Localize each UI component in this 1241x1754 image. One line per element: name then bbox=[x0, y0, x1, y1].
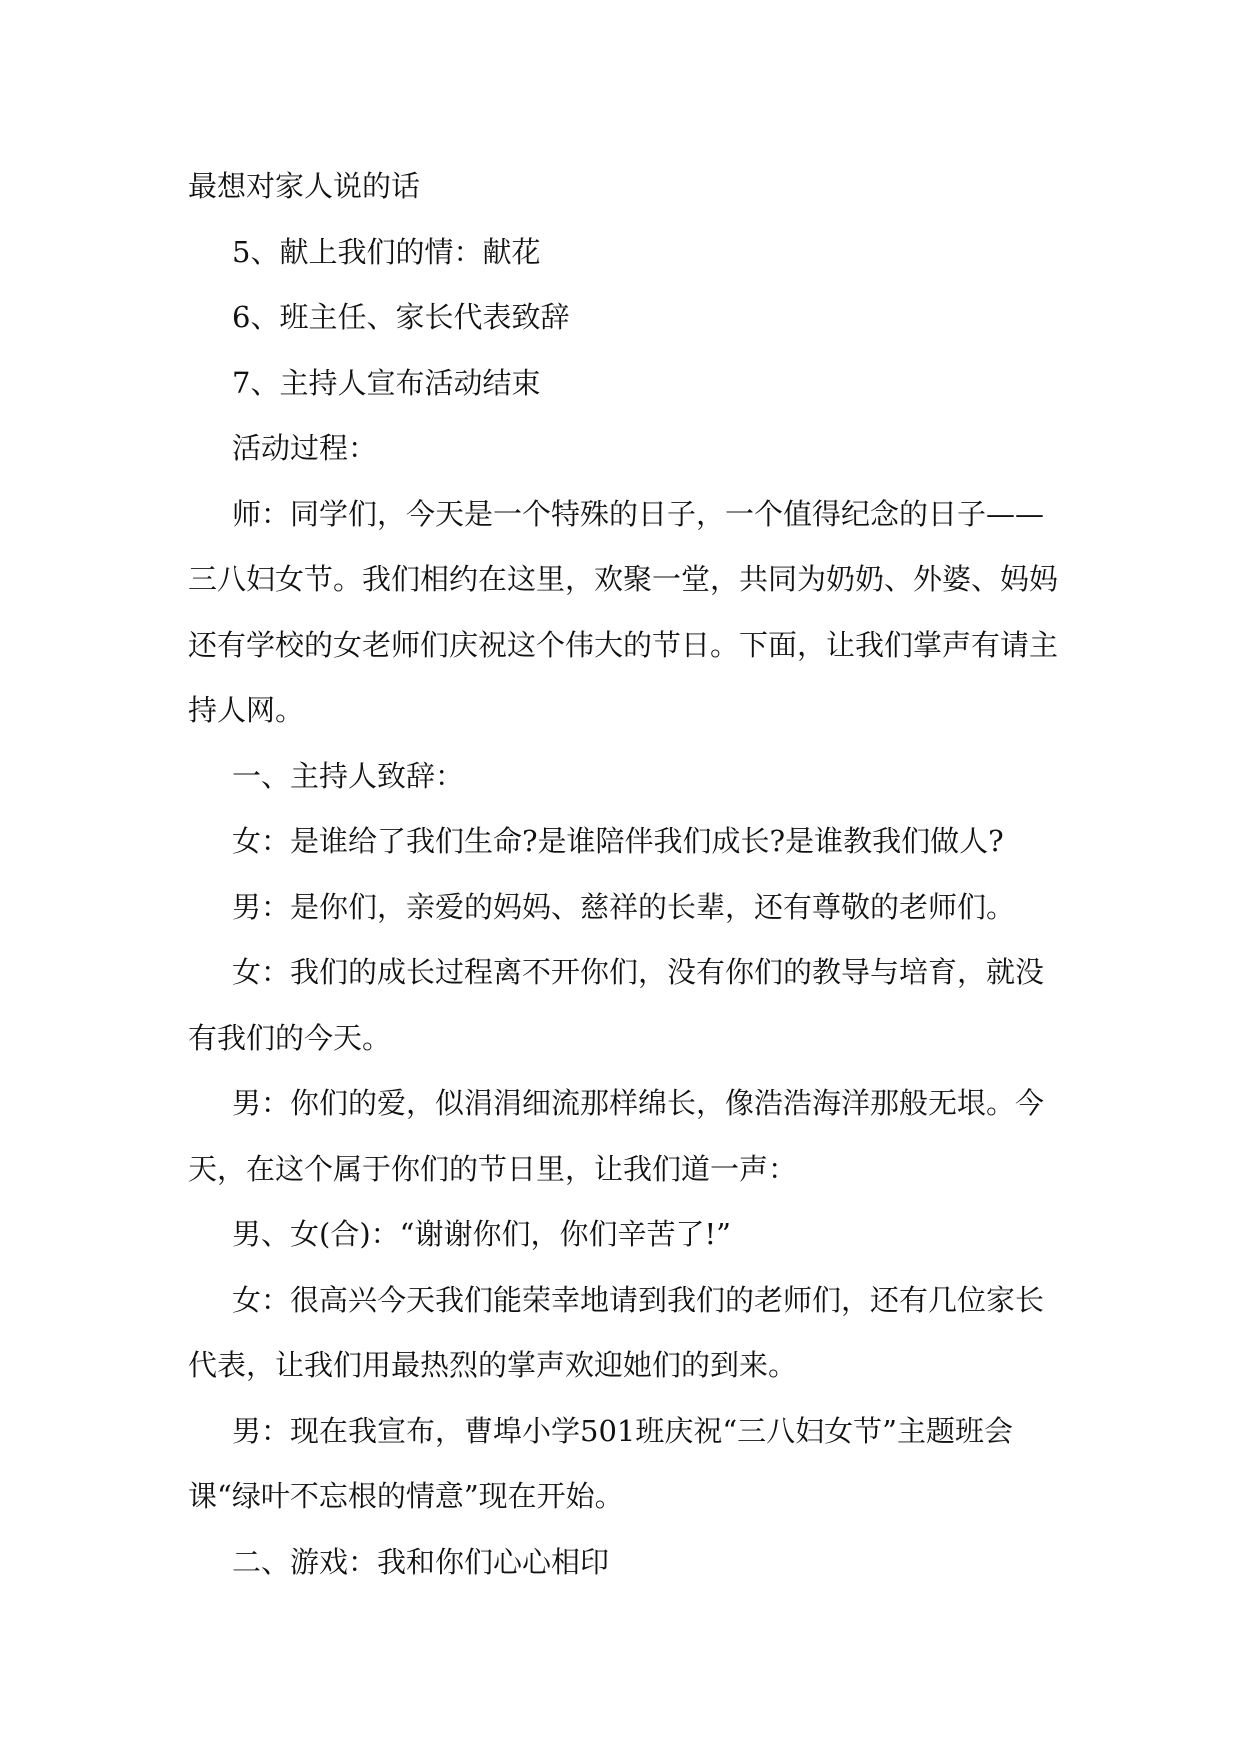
paragraph: 7、主持人宣布活动结束 bbox=[232, 365, 541, 400]
paragraph: 女：很高兴今天我们能荣幸地请到我们的老师们，还有几位家长代表，让我们用最热烈的掌声欢迎她们的到来。 bbox=[188, 1282, 1045, 1382]
paragraph: 师：同学们，今天是一个特殊的日子，一个值得纪念的日子——三八妇女节。我们相约在这里，欢聚一堂，共同为奶奶、外婆、妈妈还有学校的女老师们庆祝这个伟大的节日。下面，让我们掌声有请主持人网。 bbox=[188, 496, 1059, 727]
paragraph: 男：现在我宣布，曹埠小学501班庆祝“三八妇女节”主题班会课“绿叶不忘根的情意”现在开始。 bbox=[188, 1413, 1014, 1513]
paragraph: 二、游戏：我和你们心心相印 bbox=[232, 1544, 610, 1579]
paragraph: 女：我们的成长过程离不开你们，没有你们的教导与培育，就没有我们的今天。 bbox=[188, 955, 1045, 1055]
paragraph: 一、主持人致辞： bbox=[232, 758, 465, 793]
paragraph: 6、班主任、家长代表致辞 bbox=[232, 300, 570, 334]
paragraph: 最想对家人说的话 bbox=[188, 169, 421, 203]
paragraph: 活动过程： bbox=[232, 431, 378, 465]
paragraph: 女：是谁给了我们生命?是谁陪伴我们成长?是谁教我们做人? bbox=[232, 824, 1004, 858]
paragraph: 男：是你们，亲爱的妈妈、慈祥的长辈，还有尊敬的老师们。 bbox=[232, 889, 1016, 924]
paragraph: 5、献上我们的情：献花 bbox=[232, 234, 541, 269]
paragraph: 男：你们的爱，似涓涓细流那样绵长，像浩浩海洋那般无垠。今天，在这个属于你们的节日里，让我们道一声： bbox=[188, 1086, 1045, 1186]
document-body bbox=[188, 154, 1068, 1595]
paragraph: 男、女(合)：“谢谢你们，你们辛苦了!” bbox=[232, 1217, 731, 1251]
